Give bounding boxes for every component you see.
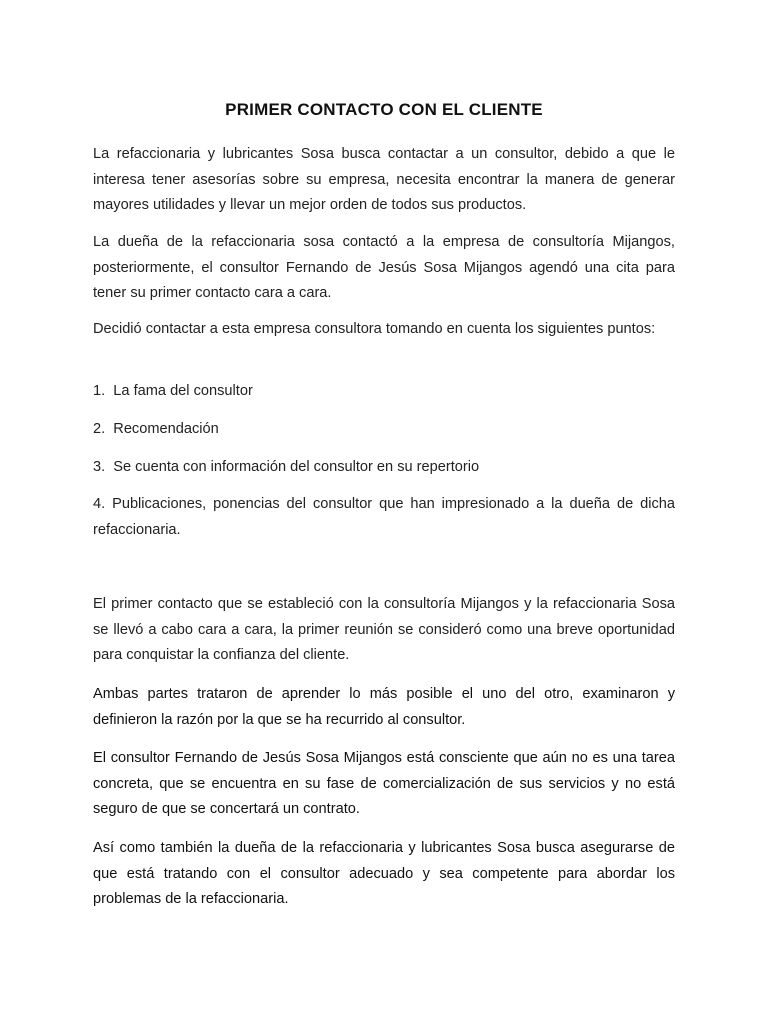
list-item: 1. La fama del consultor: [93, 383, 253, 399]
list-item: 3. Se cuenta con información del consultor en su repertorio: [93, 459, 480, 475]
document-title: PRIMER CONTACTO CON EL CLIENTE: [225, 100, 543, 119]
paragraph-first-contact: El primer contacto que se estableció con la consultoría Mijangos y la refaccionaria Sosa se llevó a cabo cara a cara, la primer reunión se consideró como una breve oportunidad para conquistar la confianza del cliente.: [93, 596, 675, 663]
paragraph-owner: Así como también la dueña de la refaccionaria y lubricantes Sosa busca asegurarse de que está tratando con el consultor adecuado y sea competente para abordar los problemas de la refaccionaria.: [93, 840, 675, 907]
list-item: 4. Publicaciones, ponencias del consultor que han impresionado a la dueña de dicha refaccionaria.: [93, 496, 675, 538]
paragraph-points-intro: Decidió contactar a esta empresa consultora tomando en cuenta los siguientes puntos:: [93, 321, 656, 337]
list-item: 2. Recomendación: [93, 421, 219, 437]
paragraph-intro: La refaccionaria y lubricantes Sosa busca contactar a un consultor, debido a que le interesa tener asesorías sobre su empresa, necesita encontrar la manera de generar mayores utilidades y llevar un mejor orden de todos sus productos.: [93, 146, 675, 213]
paragraph-both-parties: Ambas partes trataron de aprender lo más posible el uno del otro, examinaron y definieron la razón por la que se ha recurrido al consultor.: [93, 686, 675, 728]
paragraph-contact: La dueña de la refaccionaria sosa contactó a la empresa de consultoría Mijangos, posteriormente, el consultor Fernando de Jesús Sosa Mijangos agendó una cita para tener su primer contacto cara a cara.: [93, 234, 675, 301]
paragraph-consultant: El consultor Fernando de Jesús Sosa Mijangos está consciente que aún no es una tarea concreta, que se encuentra en su fase de comercialización de sus servicios y no está seguro de que se concertará un contrato.: [93, 750, 675, 817]
